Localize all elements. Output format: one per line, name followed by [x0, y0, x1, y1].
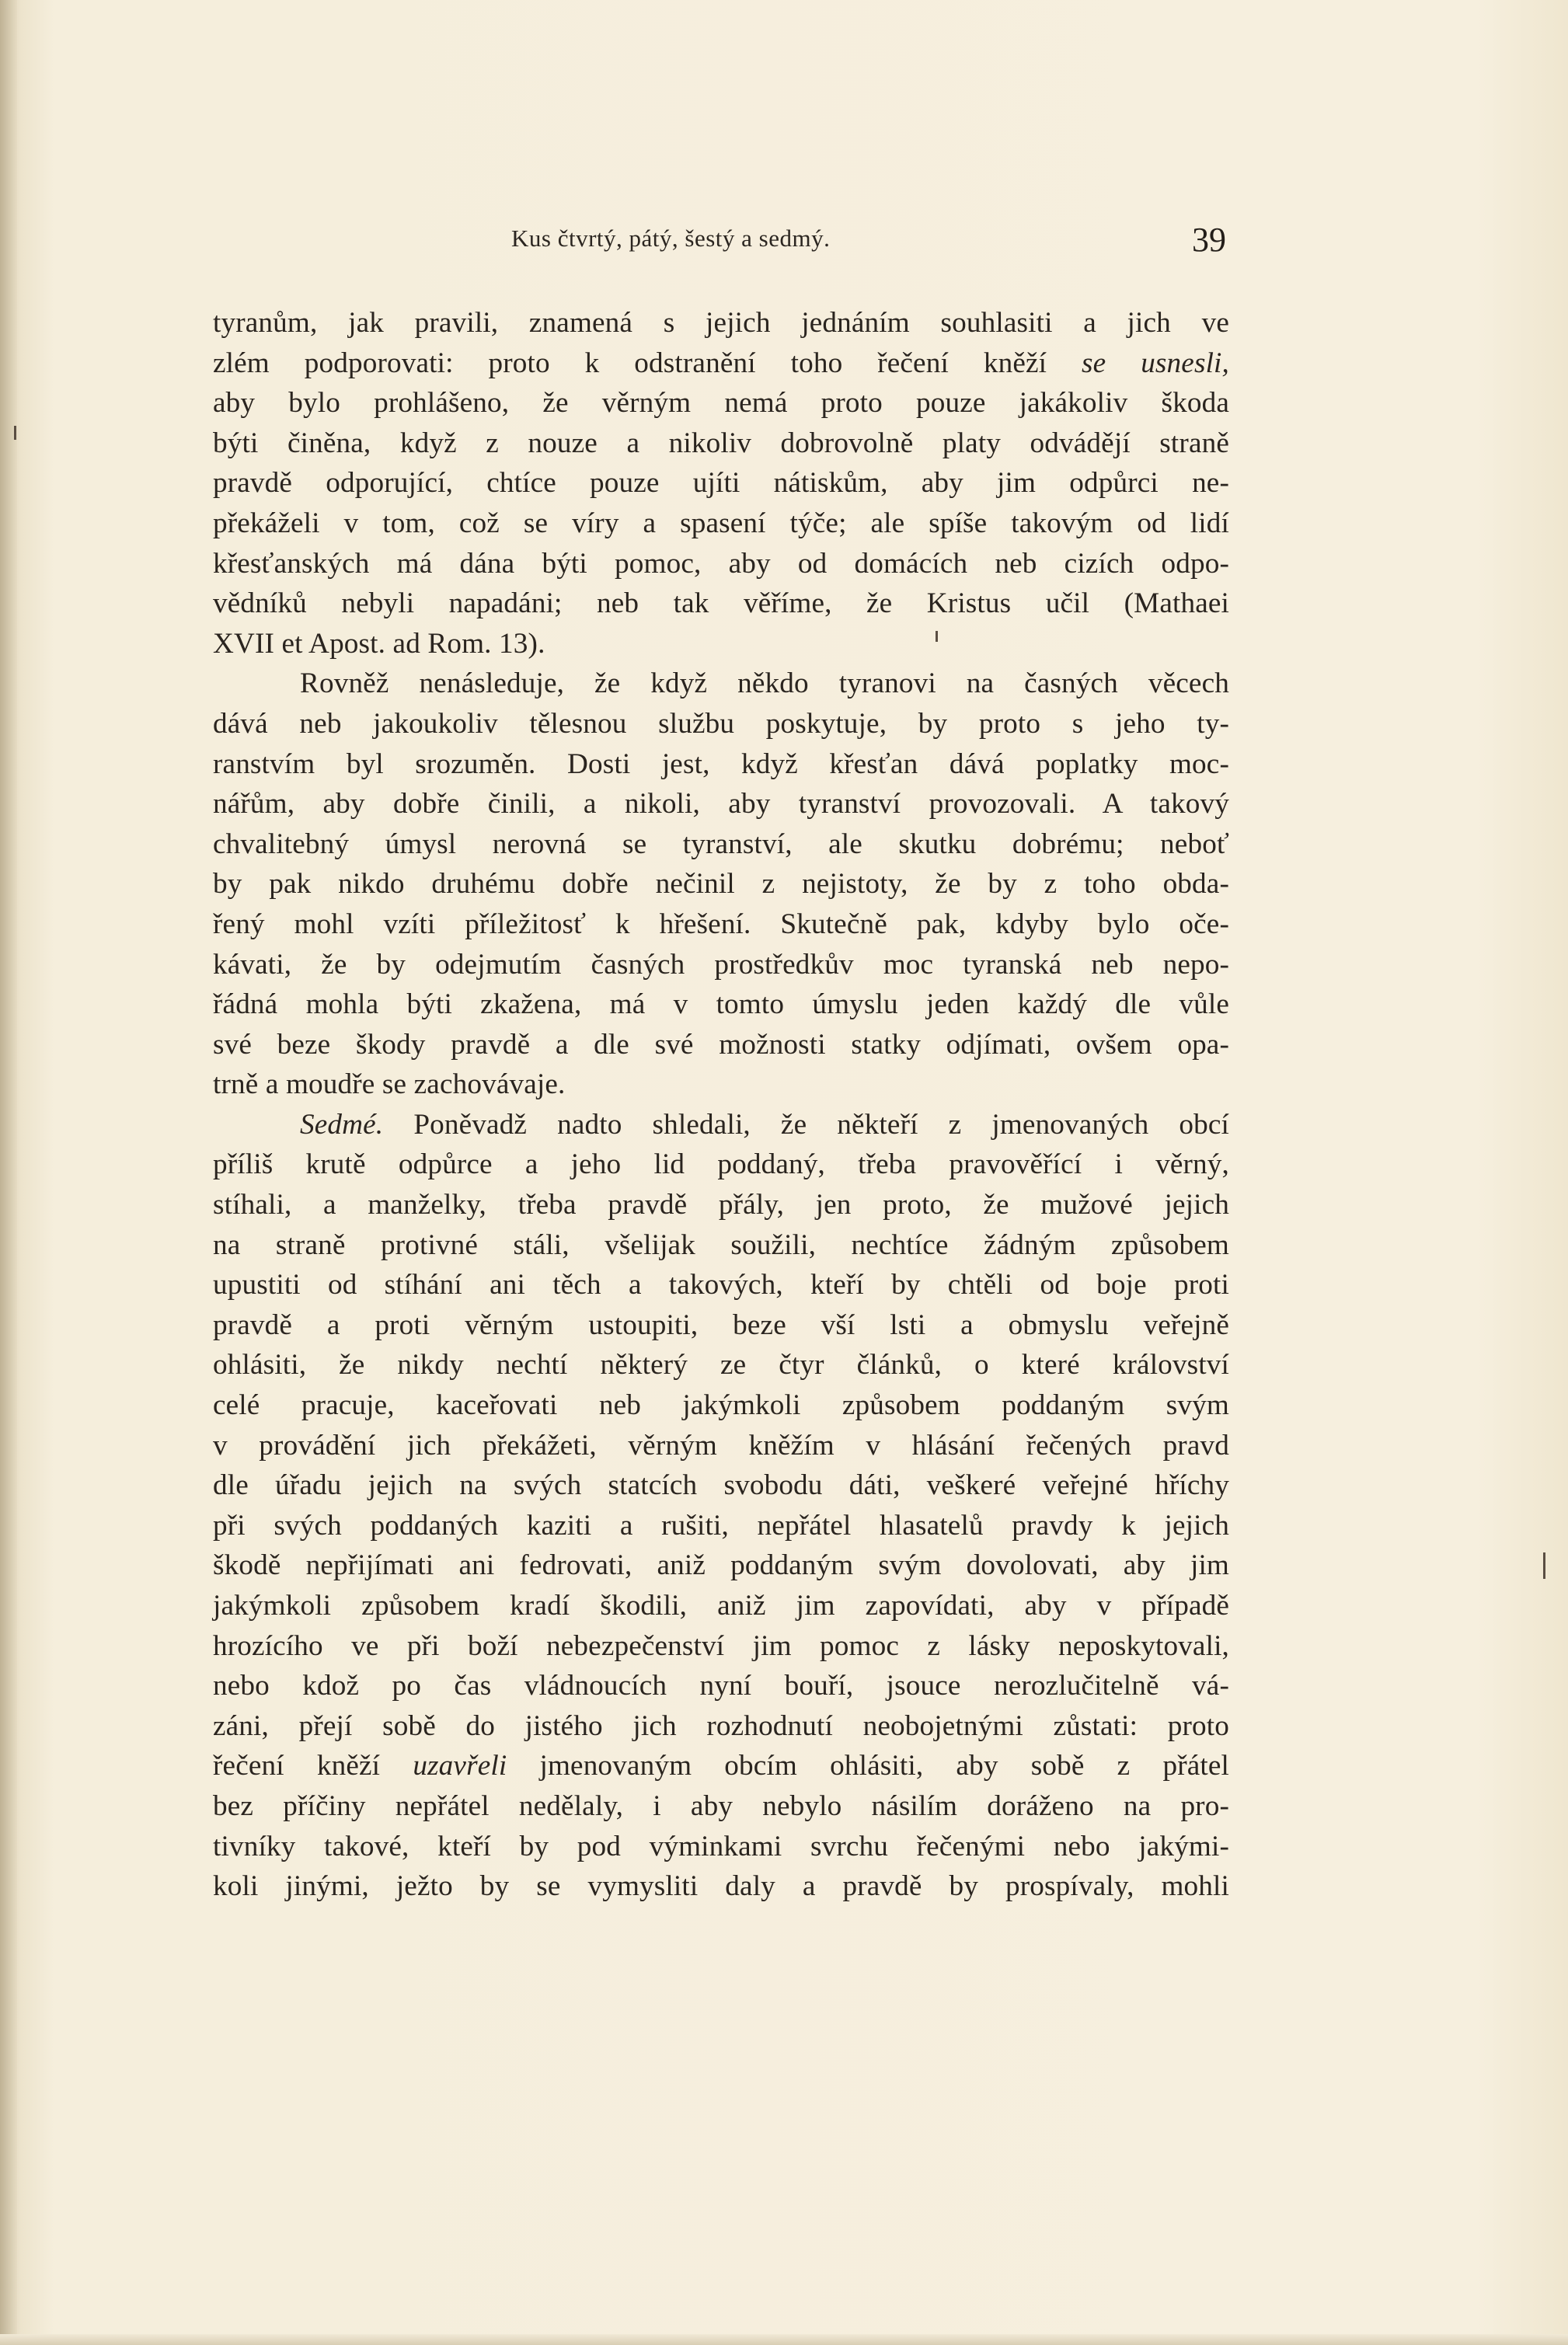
text-segment: koli jinými, ježto by se vymysliti daly a pravdě by prospívaly, mohli — [213, 1870, 1229, 1903]
text-segment: stíhali, a manželky, třeba pravdě přály, jen proto, že mužové jejich — [213, 1189, 1229, 1221]
text-segment: trně a moudře se zachovávaje. — [213, 1068, 566, 1101]
text-segment: vědníků nebyli napadáni; neb tak věříme, že Kristus učil (Mathaei — [213, 587, 1229, 620]
text-segment: pravdě a proti věrným ustoupiti, beze vší lsti a obmyslu veřejně — [213, 1308, 1229, 1341]
text-line — [213, 343, 1229, 384]
text-line — [213, 303, 1229, 343]
text-line — [213, 1626, 1229, 1667]
text-segment: překáželi v tom, což se víry a spasení týče; ale spíše takovým od lidí — [213, 507, 1229, 539]
text-line — [213, 1586, 1229, 1626]
text-segment: v provádění jich překážeti, věrným kněžím v hlásání řečených pravd — [213, 1429, 1229, 1462]
text-segment: upustiti od stíhání ani těch a takových, kteří by chtěli od boje proti — [213, 1269, 1229, 1301]
text-segment: dle úřadu jejich na svých statcích svobodu dáti, veškeré veřejné hříchy — [213, 1469, 1229, 1502]
text-line — [213, 1545, 1229, 1586]
text-line — [213, 1426, 1229, 1466]
text-line — [213, 904, 1229, 945]
text-line — [213, 1025, 1229, 1065]
margin-mark — [1543, 1552, 1545, 1579]
text-segment: chvalitebný úmysl nerovná se tyranství, ale skutku dobrému; neboť — [213, 828, 1229, 860]
text-line — [213, 1064, 1229, 1105]
text-line — [213, 704, 1229, 744]
text-line — [213, 1105, 1229, 1145]
text-segment: Poněvadž nadto shledali, že někteří z jmenovaných obcí — [383, 1108, 1229, 1141]
text-line — [213, 1225, 1229, 1266]
text-segment: by pak nikdo druhému dobře nečinil z nejistoty, že by z toho obda- — [213, 868, 1229, 901]
text-segment: kávati, že by odejmutím časných prostředkův moc tyranská neb nepo- — [213, 948, 1229, 981]
text-line — [213, 945, 1229, 985]
text-segment: pravdě odporující, chtíce pouze ujíti nátiskům, aby jim odpůrci ne- — [213, 467, 1229, 500]
text-segment: tivníky takové, kteří by pod výminkami svrchu řečenými nebo jakými- — [213, 1830, 1229, 1862]
italic-emphasis: Sedmé. — [300, 1108, 384, 1141]
text-line — [213, 1305, 1229, 1346]
italic-emphasis: se usnesli, — [1082, 347, 1229, 379]
running-title: Kus čtvrtý, pátý, šestý a sedmý. — [511, 225, 831, 252]
text-segment: bez příčiny nepřátel nedělaly, i aby nebylo násilím doráženo na pro- — [213, 1789, 1229, 1822]
text-line — [213, 1866, 1229, 1907]
text-line — [213, 864, 1229, 904]
text-segment: aby bylo prohlášeno, že věrným nemá proto pouze jakákoliv škoda — [213, 387, 1229, 420]
text-line — [213, 383, 1229, 423]
page-bottom-edge — [0, 2334, 1568, 2345]
text-line — [213, 544, 1229, 584]
margin-mark — [936, 631, 938, 642]
text-line — [213, 503, 1229, 544]
text-line — [213, 1345, 1229, 1385]
text-segment: při svých poddaných kaziti a rušiti, nepřátel hlasatelů pravdy k jejich — [213, 1509, 1229, 1542]
text-segment: křesťanských má dána býti pomoc, aby od domácích neb cizích odpo- — [213, 547, 1229, 580]
text-line — [213, 984, 1229, 1025]
page-header — [208, 220, 1226, 267]
margin-mark — [14, 426, 16, 440]
text-segment: ranstvím byl srozuměn. Dosti jest, když křesťan dává poplatky moc- — [213, 747, 1229, 780]
text-segment: celé pracuje, kaceřovati neb jakýmkoli způsobem poddaným svým — [213, 1389, 1229, 1422]
text-segment: záni, přejí sobě do jistého jich rozhodnutí neobojetnými zůstati: proto — [213, 1709, 1229, 1742]
text-line — [213, 1506, 1229, 1546]
text-line — [213, 1706, 1229, 1747]
text-line — [213, 1827, 1229, 1867]
text-segment: řečení kněží — [213, 1750, 413, 1782]
text-segment: škodě nepřijímati ani fedrovati, aniž poddaným svým dovolovati, aby jim — [213, 1549, 1229, 1582]
text-line — [213, 463, 1229, 503]
text-line — [213, 784, 1229, 824]
text-line — [213, 1145, 1229, 1185]
text-segment: na straně protivné stáli, všelijak soužili, nechtíce žádným způsobem — [213, 1228, 1229, 1261]
text-line — [213, 584, 1229, 624]
text-segment: XVII et Apost. ad Rom. 13). — [213, 627, 545, 660]
text-segment: příliš krutě odpůrce a jeho lid poddaný, třeba pravověřící i věrný, — [213, 1148, 1229, 1181]
text-segment: Rovněž nenásleduje, že když někdo tyranovi na časných věcech — [300, 667, 1229, 700]
text-segment: jmenovaným obcím ohlásiti, aby sobě z přátel — [507, 1750, 1229, 1782]
text-line — [213, 1746, 1229, 1786]
text-segment: nářům, aby dobře činili, a nikoli, aby tyranství provozovali. A takový — [213, 788, 1229, 821]
text-line — [213, 664, 1229, 704]
text-segment: nebo kdož po čas vládnoucích nyní bouří, jsouce nerozlučitelně vá- — [213, 1670, 1229, 1702]
text-line — [213, 1786, 1229, 1827]
text-line — [213, 1385, 1229, 1426]
text-segment: dává neb jakoukoliv tělesnou službu poskytuje, by proto s jeho ty- — [213, 707, 1229, 740]
page-number: 39 — [1192, 221, 1226, 259]
text-segment: řený mohl vzíti příležitosť k hřešení. Skutečně pak, kdyby bylo oče- — [213, 908, 1229, 940]
text-line — [213, 1465, 1229, 1506]
text-line — [213, 1265, 1229, 1305]
text-line — [213, 1185, 1229, 1225]
body-text — [213, 303, 1229, 1907]
text-segment: hrozícího ve při boží nebezpečenství jim pomoc z lásky neposkytovali, — [213, 1629, 1229, 1662]
text-segment: jakýmkoli způsobem kradí škodili, aniž jim zapovídati, aby v případě — [213, 1590, 1229, 1622]
text-line — [213, 624, 1229, 664]
binding-shadow — [0, 0, 17, 2345]
text-line — [213, 744, 1229, 785]
text-line — [213, 1666, 1229, 1706]
text-line — [213, 423, 1229, 464]
text-segment: býti činěna, když z nouze a nikoliv dobrovolně platy odvádějí straně — [213, 427, 1229, 459]
text-segment: ohlásiti, že nikdy nechtí některý ze čtyr článků, o které království — [213, 1349, 1229, 1382]
text-segment: zlém podporovati: proto k odstranění toho řečení kněží — [213, 347, 1082, 379]
text-segment: řádná mohla býti zkažena, má v tomto úmyslu jeden každý dle vůle — [213, 988, 1229, 1021]
text-segment: tyranům, jak pravili, znamená s jejich jednáním souhlasiti a jich ve — [213, 307, 1229, 339]
text-line — [213, 824, 1229, 865]
italic-emphasis: uzavřeli — [413, 1750, 507, 1782]
text-segment: své beze škody pravdě a dle své možnosti statky odjímati, ovšem opa- — [213, 1028, 1229, 1061]
